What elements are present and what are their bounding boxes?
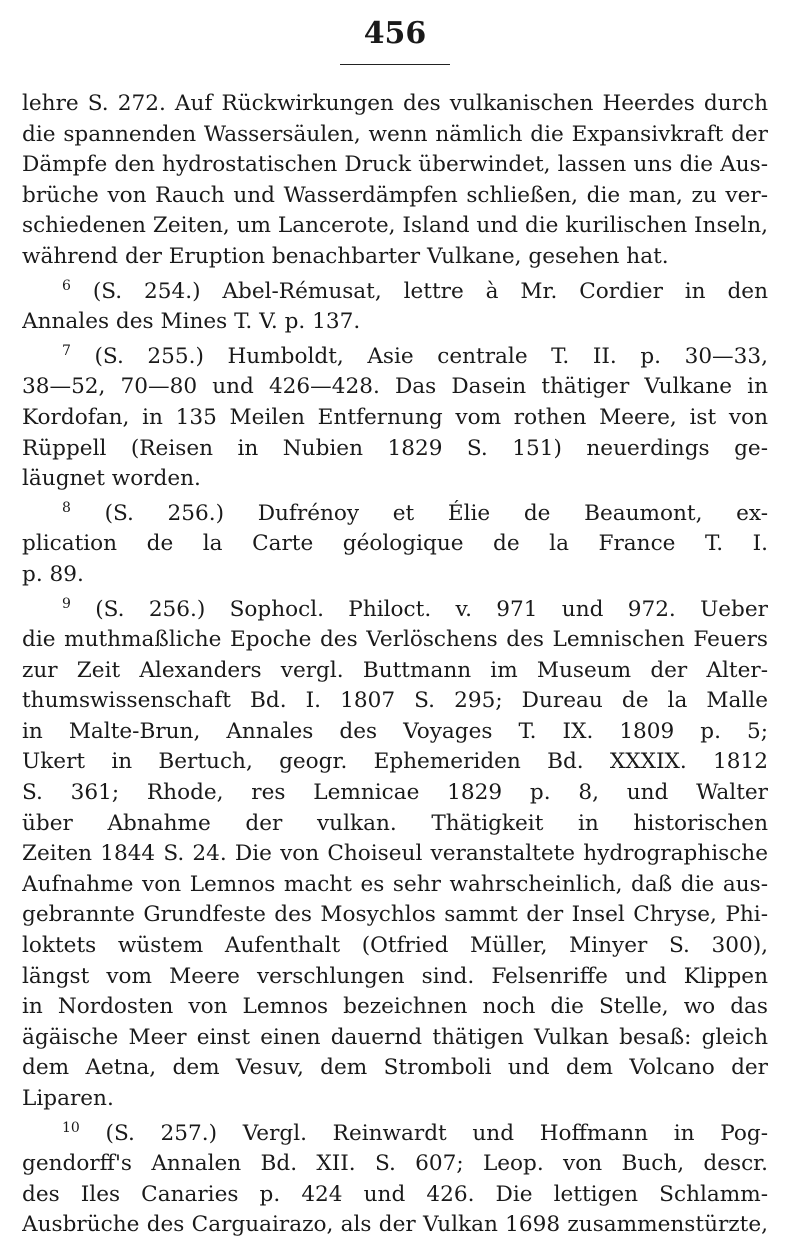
- footnote-6: [22, 277, 768, 338]
- text-line: [22, 595, 768, 626]
- book-page: [22, 0, 768, 1245]
- text-line: Aufnahme von Lemnos macht es sehr wahrscheinlich, daß die aus-: [22, 871, 768, 897]
- footnote-text: (S. 255.) Humboldt, Asie centrale T. II. p. 30—33,: [94, 343, 768, 369]
- header-rule: [340, 64, 450, 65]
- text-line: Ukert in Bertuch, geogr. Ephemeriden Bd. XXXIX. 1812: [22, 749, 768, 775]
- footnote-number: 8: [62, 499, 71, 516]
- text-line: läugnet worden.: [22, 466, 201, 492]
- text-line: 38—52, 70—80 und 426—428. Das Dasein thätiger Vulkane in: [22, 374, 768, 400]
- text-line: Dämpfe den hydrostatischen Druck überwindet, lassen uns die Aus-: [22, 152, 768, 178]
- text-line: p. 89.: [22, 561, 84, 587]
- text-line: Rüppell (Reisen in Nubien 1829 S. 151) neuerdings ge-: [22, 435, 768, 461]
- text-line: plication de la Carte géologique de la France T. I.: [22, 531, 768, 557]
- text-line: in Malte-Brun, Annales des Voyages T. IX. 1809 p. 5;: [22, 718, 768, 744]
- footnote-8: [22, 499, 768, 591]
- page-number: 456: [363, 16, 427, 51]
- footnote-number: 6: [62, 277, 71, 294]
- text-line: lehre S. 272. Auf Rückwirkungen des vulkanischen Heerdes durch: [22, 91, 768, 116]
- text-line: des Iles Canaries p. 424 und 426. Die lettigen Schlamm-: [22, 1181, 768, 1207]
- footnote-text: (S. 257.) Vergl. Reinwardt und Hoffmann in Pog-: [105, 1120, 768, 1146]
- text-line: brüche von Rauch und Wasserdämpfen schließen, die man, zu ver-: [22, 182, 768, 208]
- text-line: thumswissenschaft Bd. I. 1807 S. 295; Dureau de la Malle: [22, 688, 768, 714]
- text-line: schiedenen Zeiten, um Lancerote, Island und die kurilischen Inseln,: [22, 213, 768, 239]
- footnote-text: (S. 256.) Sophocl. Philoct. v. 971 und 972. Ueber: [95, 596, 768, 622]
- text-line: [22, 1119, 768, 1150]
- text-line: [22, 277, 768, 308]
- text-line: Liparen.: [22, 1086, 114, 1111]
- footnote-9: [22, 595, 768, 1115]
- text-line: über Abnahme der vulkan. Thätigkeit in historischen: [22, 810, 768, 836]
- footnote-number: 9: [62, 595, 71, 612]
- paragraph-continuation: [22, 89, 768, 273]
- text-line: längst vom Meere verschlungen sind. Felsenriffe und Klippen: [22, 963, 768, 989]
- text-line: ägäische Meer einst einen dauernd thätigen Vulkan besaß: gleich: [22, 1024, 768, 1050]
- footnote-number: 7: [62, 342, 71, 359]
- text-line: Annales des Mines T. V. p. 137.: [22, 309, 361, 335]
- text-line: S. 361; Rhode, res Lemnicae 1829 p. 8, und Walter: [22, 780, 768, 806]
- text-line: gendorff's Annalen Bd. XII. S. 607; Leop. von Buch, descr.: [22, 1151, 768, 1177]
- text-line: Kordofan, in 135 Meilen Entfernung vom rothen Meere, ist von: [22, 404, 768, 430]
- text-line: die muthmaßliche Epoche des Verlöschens des Lemnischen Feuers: [22, 627, 768, 653]
- text-line: gebrannte Grundfeste des Mosychlos sammt der Insel Chryse, Phi-: [22, 902, 768, 928]
- text-line: in Nordosten von Lemnos bezeichnen noch die Stelle, wo das: [22, 994, 768, 1020]
- footnote-text: (S. 256.) Dufrénoy et Élie de Beaumont, ex-: [104, 500, 768, 526]
- footnote-7: [22, 342, 768, 495]
- text-line: zur Zeit Alexanders vergl. Buttmann im Museum der Alter-: [22, 657, 768, 683]
- text-line: loktets wüstem Aufenthalt (Otfried Müller, Minyer S. 300),: [22, 933, 768, 959]
- text-line: während der Eruption benachbarter Vulkane, gesehen hat.: [22, 243, 669, 269]
- text-line: [22, 342, 768, 373]
- text-line: Zeiten 1844 S. 24. Die von Choiseul veranstaltete hydrographische: [22, 841, 768, 867]
- text-line: Ausbrüche des Carguairazo, als der Vulkan 1698 zusammenstürzte,: [22, 1212, 768, 1238]
- text-line: dem Aetna, dem Vesuv, dem Stromboli und dem Volcano der: [22, 1055, 768, 1081]
- footnote-text: (S. 254.) Abel-Rémusat, lettre à Mr. Cordier in den: [92, 278, 768, 304]
- footnote-10: [22, 1119, 768, 1241]
- text-line: [22, 499, 768, 530]
- footnote-number: 10: [62, 1119, 80, 1136]
- text-line: die spannenden Wassersäulen, wenn nämlich die Expansivkraft der: [22, 121, 768, 147]
